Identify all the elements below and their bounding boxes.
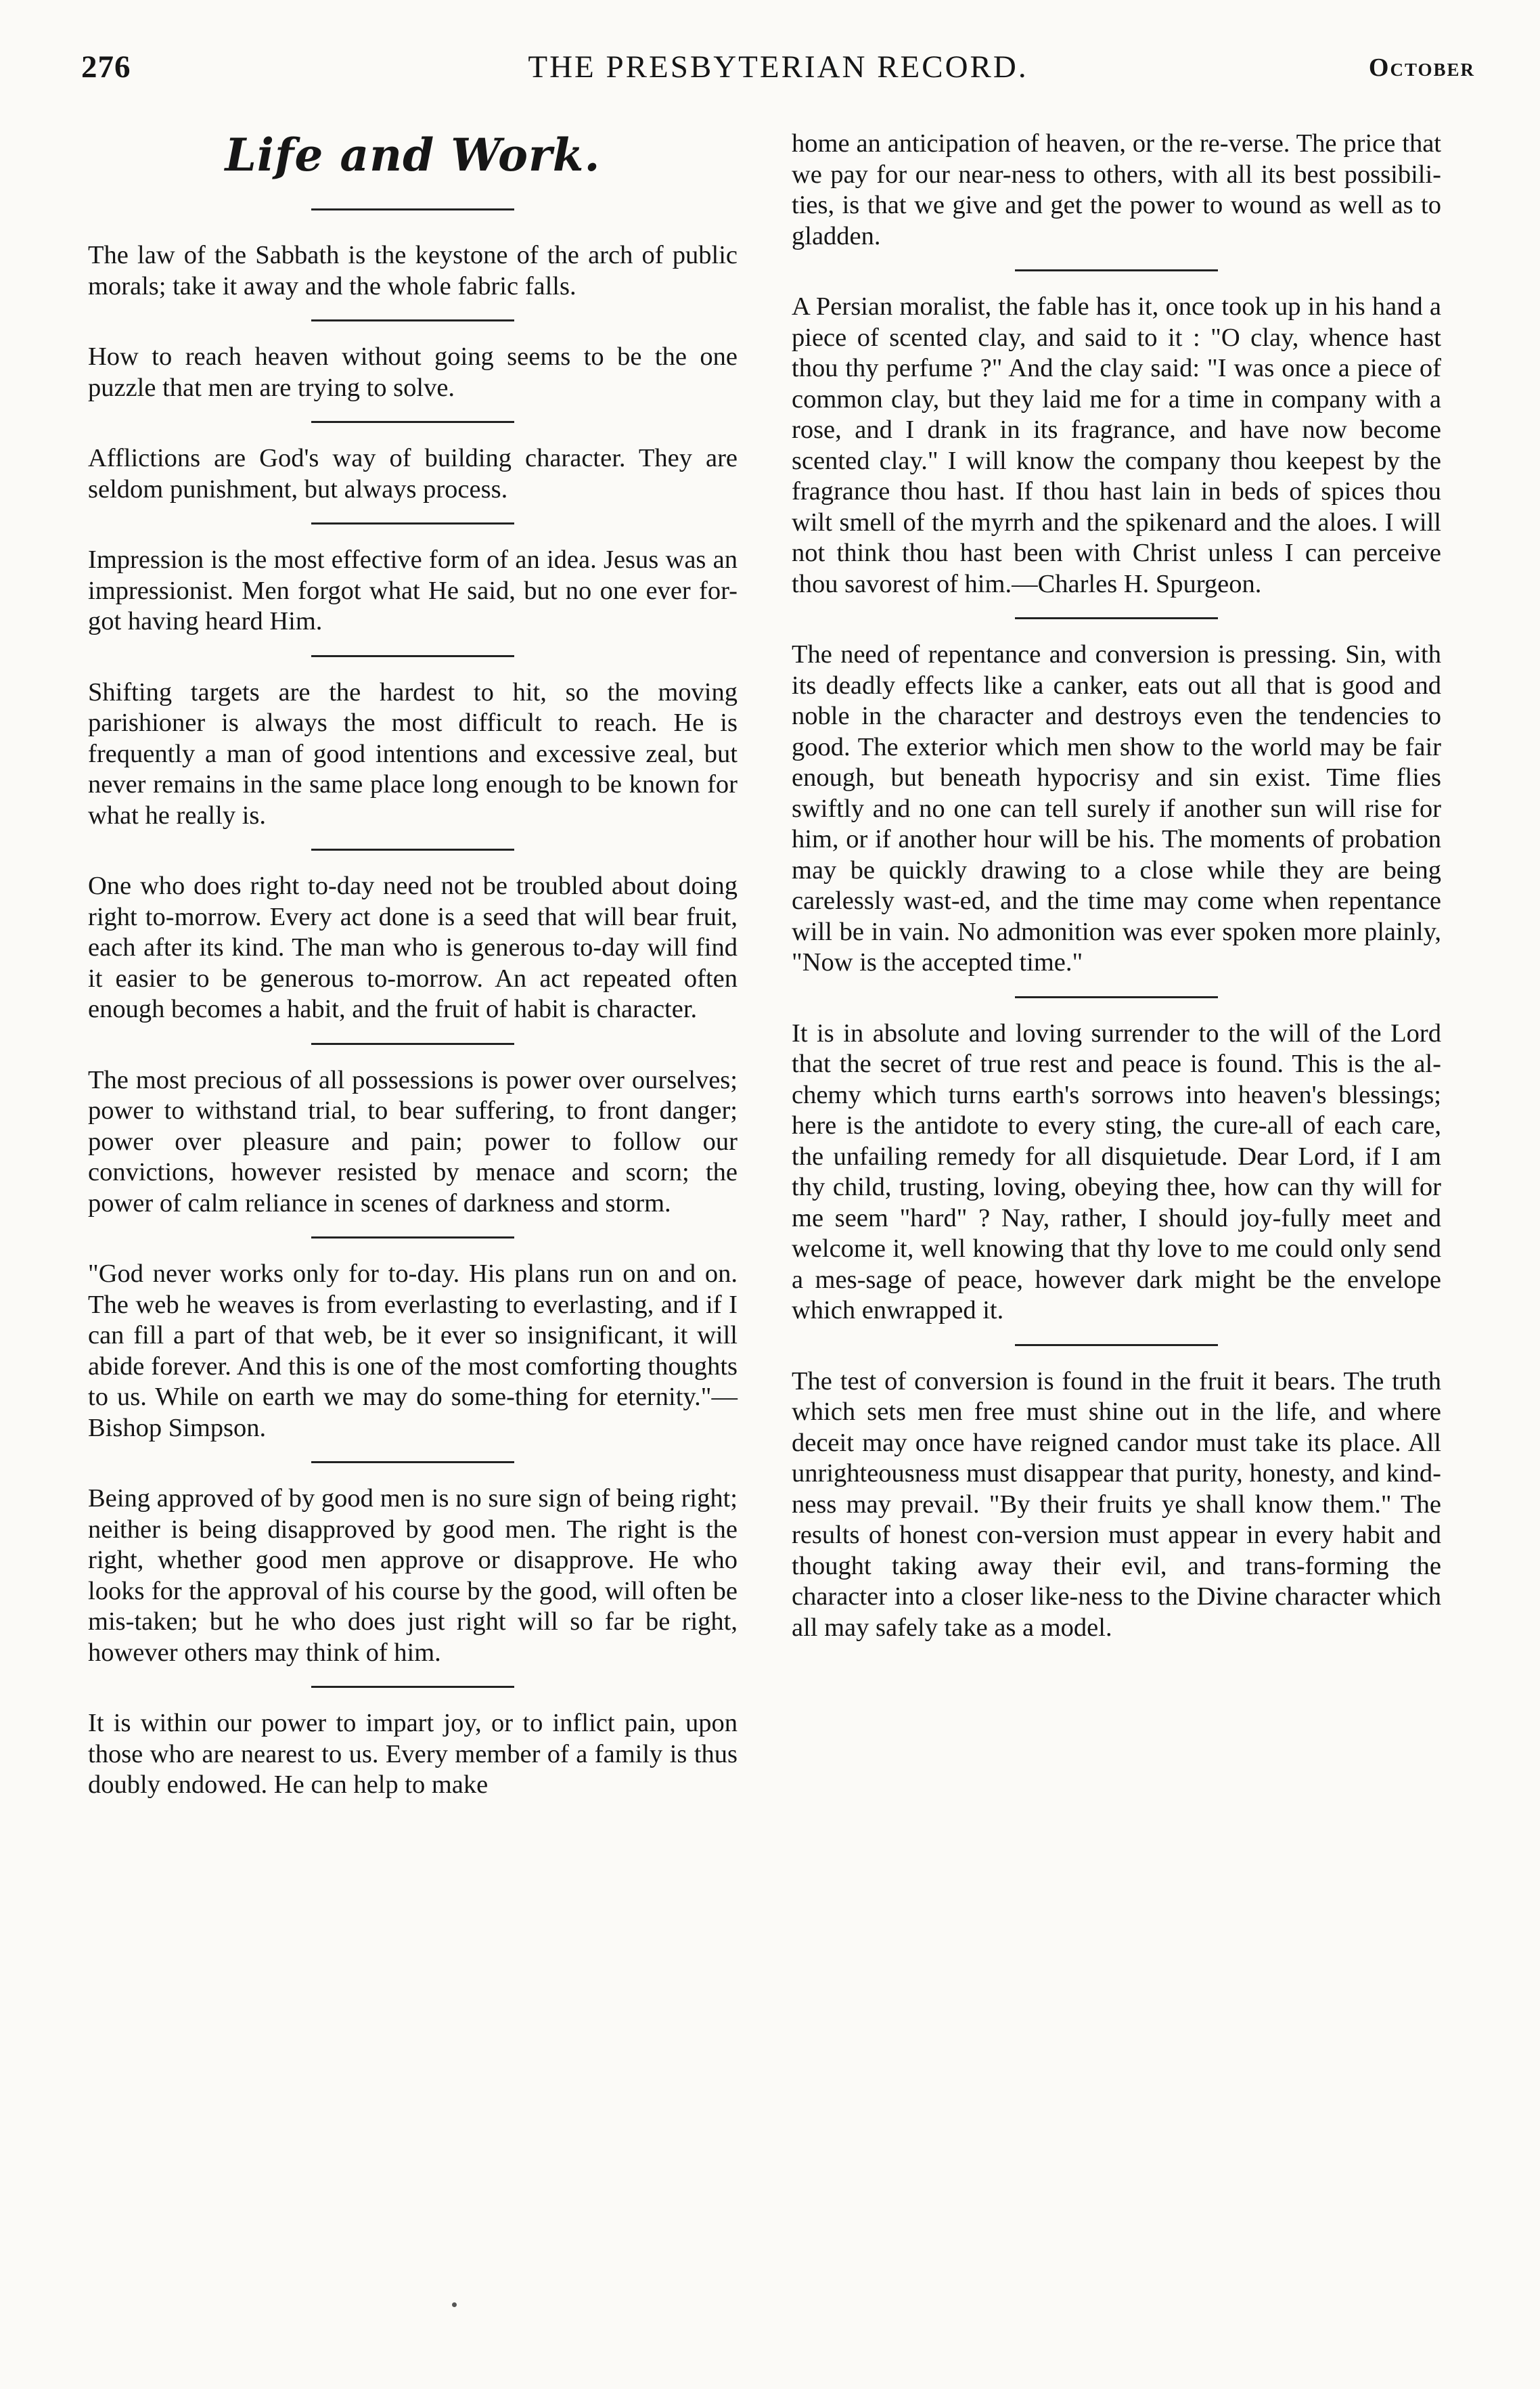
- divider-rule: [1015, 1344, 1218, 1346]
- left-column: [88, 129, 738, 1801]
- paragraph: How to reach heaven without going seems to be the one puzzle that men are trying to solve.: [88, 342, 738, 402]
- paragraph: The need of repentance and conversion is pressing. Sin, with its deadly effects like a canker, eats out all that is good and noble in the character and destroys even the tendencies to good. The exterior which men show to the world may be fair enough, but beneath hypocrisy and sin exist. Time flies swiftly and no one can tell surely if another sun will rise for him, or if another hour will be his. The moments of probation may be quickly drawing to a close while they are being carelessly wast-ed, and the time may come when repentance will be in vain. No admonition was ever spoken more plainly, "Now is the accepted time.": [792, 640, 1441, 977]
- section-title: Life and Work.: [225, 129, 601, 181]
- divider-rule: [311, 1686, 514, 1688]
- running-title: THE PRESBYTERIAN RECORD.: [528, 49, 1028, 85]
- divider-rule: [311, 849, 514, 851]
- paragraph: Being approved of by good men is no sure sign of being right; neither is being disapproved by good men. The right is the right, whether good men approve or disapprove. He who looks for the approval of his course by the good, will often be mis-taken; but he who does just right will so far be right, however others may think of him.: [88, 1484, 738, 1667]
- paragraph: Afflictions are God's way of building character. They are seldom punishment, but always process.: [88, 444, 738, 504]
- divider-rule: [311, 208, 514, 210]
- paragraph: Shifting targets are the hardest to hit, so the moving parishioner is always the most difficult to reach. He is frequently a man of good intentions and excessive zeal, but never remains in the same place long enough to be known for what he really is.: [88, 677, 738, 830]
- paragraph: One who does right to-day need not be troubled about doing right to-morrow. Every act done is a seed that will bear fruit, each after its kind. The man who is generous to-day will find it easier to be generous to-morrow. An act repeated often enough becomes a habit, and the fruit of habit is character.: [88, 872, 738, 1023]
- paragraph: It is within our power to impart joy, or to inflict pain, upon those who are nearest to us. Every member of a family is thus doubly endowed. He can help to make: [88, 1709, 738, 1799]
- paragraph: The law of the Sabbath is the keystone of the arch of public morals; take it away and the whole fabric falls.: [88, 241, 738, 300]
- divider-rule: [1015, 996, 1218, 998]
- divider-rule: [311, 522, 514, 524]
- divider-rule: [311, 319, 514, 321]
- paragraph: "God never works only for to-day. His plans run on and on. The web he weaves is from everlasting to everlasting, and if I can fill a part of that web, be it ever so insignificant, it will abide forever. And this is one of the most comforting thoughts to us. While on earth we may do some-thing for eternity."—Bishop Simpson.: [88, 1259, 738, 1442]
- paragraph: Impression is the most effective form of an idea. Jesus was an impressionist. Men forgot what He said, but no one ever for-got having heard Him.: [88, 545, 738, 635]
- right-column: [792, 129, 1441, 1643]
- page-number: 276: [81, 49, 131, 85]
- divider-rule: [311, 1236, 514, 1238]
- paragraph: The most precious of all possessions is power over ourselves; power to withstand trial, to bear suffering, to front danger; power over pleasure and pain; power to follow our convictions, however resisted by menace and scorn; the power of calm reliance in scenes of darkness and storm.: [88, 1065, 738, 1218]
- page-header: [81, 49, 1475, 103]
- issue-month: October: [1368, 53, 1475, 82]
- divider-rule: [311, 1043, 514, 1045]
- print-speck: [452, 2302, 457, 2307]
- paragraph: The test of conversion is found in the fruit it bears. The truth which sets men free must shine out in the life, and where deceit may once have reigned candor must take its place. All unrighteousness must disappear that purity, honesty, and kind-ness may prevail. "By their fruits ye shall know them." The results of honest con-version must appear in every habit and thought taking away their evil, and trans-forming the character into a closer like-ness to the Divine character which all may safely take as a model.: [792, 1366, 1441, 1642]
- paragraph: It is in absolute and loving surrender to the will of the Lord that the secret of true rest and peace is found. This is the al-chemy which turns earth's sorrows into heaven's blessings; here is the antidote to every sting, the cure-all of each care, the unfailing remedy for all disquietude. Dear Lord, if I am thy child, trusting, loving, obeying thee, how can thy will for me seem "hard" ? Nay, rather, I should joy-fully meet and welcome it, well knowing that thy love to me could only send a mes-sage of peace, however dark might be the envelope which enwrapped it.: [792, 1019, 1441, 1324]
- paragraph: A Persian moralist, the fable has it, once took up in his hand a piece of scented clay, and said to it : "O clay, whence hast thou thy perfume ?" And the clay said: "I was once a piece of common clay, but they laid me for a time in company with a rose, and I drank in its fragrance, and have now become scented clay." I will know the company thou keepest by the fragrance thou hast. If thou hast lain in beds of spices thou wilt smell of the myrrh and the spikenard and the aloes. I will not think thou hast been with Christ unless I can perceive thou savorest of him.—Charles H. Spurgeon.: [792, 292, 1441, 598]
- paragraph: home an anticipation of heaven, or the re-verse. The price that we pay for our near-ness to others, with all its best possibili-ties, is that we give and get the power to wound as well as to gladden.: [792, 129, 1441, 250]
- divider-rule: [1015, 617, 1218, 619]
- divider-rule: [311, 655, 514, 657]
- divider-rule: [1015, 269, 1218, 271]
- divider-rule: [311, 421, 514, 423]
- divider-rule: [311, 1461, 514, 1463]
